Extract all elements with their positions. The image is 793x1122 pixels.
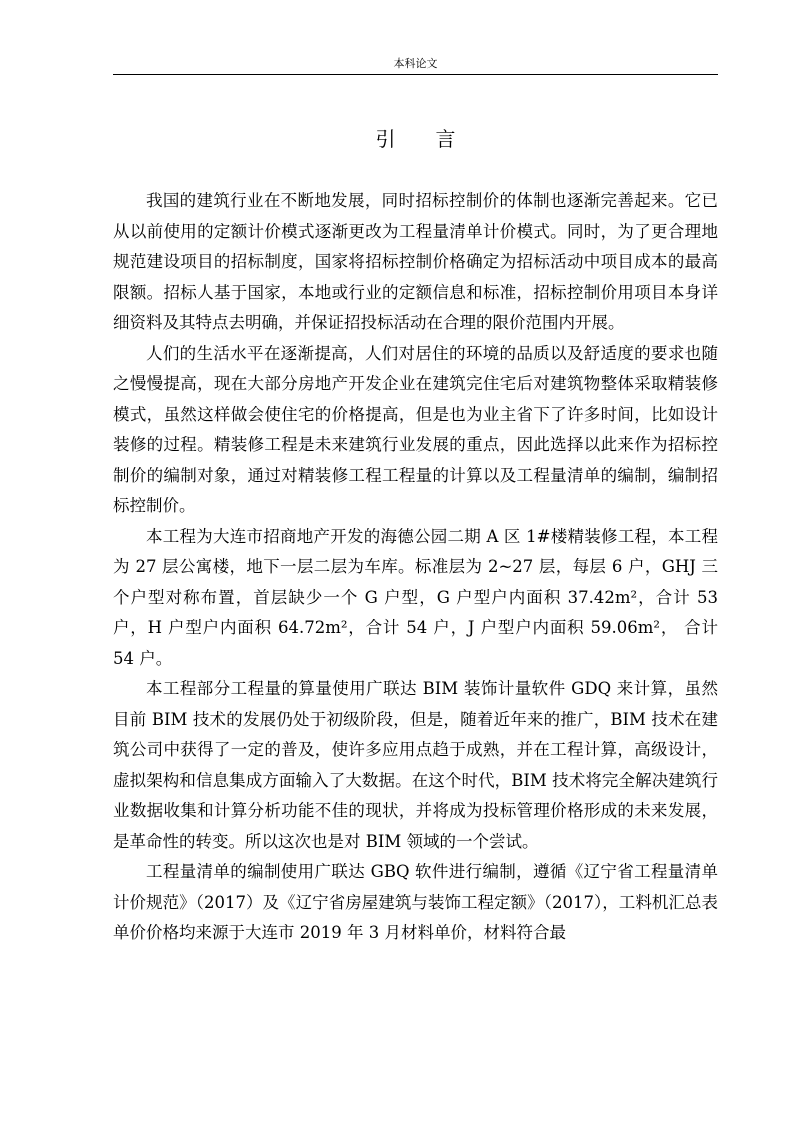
page-header <box>113 52 718 75</box>
header-text: 本科论文 <box>393 57 438 70</box>
body-text <box>113 186 718 949</box>
section-title: 引言 <box>375 127 496 151</box>
paragraph: 工程量清单的编制使用广联达 GBQ 软件进行编制，遵循《辽宁省工程量清单计价规范》（2017）及《辽宁省房屋建筑与装饰工程定额》（2017），工料机汇总表单价价格均来源于大连市 2019 年 3 月材料单价，材料符合最 <box>113 862 718 942</box>
paragraph: 人们的生活水平在逐渐提高，人们对居住的环境的品质以及舒适度的要求也随之慢慢提高，现在大部分房地产开发企业在建筑完住宅后对建筑物整体采取精装修模式，虽然这样做会使住宅的价格提高，但是也为业主省下了许多时间，比如设计装修的过程。精装修工程是未来建筑行业发展的重点，因此选择以此来作为招标控制价的编制对象，通过对精装修工程工程量的计算以及工程量清单的编制，编制招标控制价。 <box>113 343 718 515</box>
paragraph: 本工程为大连市招商地产开发的海德公园二期 A 区 1#楼精装修工程，本工程为 27 层公寓楼，地下一层二层为车库。标准层为 2~27 层，每层 6 户，GHJ 三个户型对称布置，首层缺少一个 G 户型，G 户型户内面积 37.42m²，合计 53 户，H 户型户内面积 64.72m²，合计 54 户，J 户型户内面积 59.06m²， 合计 54 户。 <box>113 526 718 668</box>
paragraph: 本工程部分工程量的算量使用广联达 BIM 装饰计量软件 GDQ 来计算，虽然目前 BIM 技术的发展仍处于初级阶段，但是，随着近年来的推广，BIM 技术在建筑公司中获得了一定的普及，使许多应用点趋于成熟，并在工程计算，高级设计，虚拟架构和信息集成方面输入了大数据。在这个时代，BIM 技术将完全解决建筑行业数据收集和计算分析功能不佳的现状，并将成为投标管理价格形成的未来发展，是革命性的转变。所以这次也是对 BIM 领域的一个尝试。 <box>113 679 718 851</box>
paragraph: 我国的建筑行业在不断地发展，同时招标控制价的体制也逐渐完善起来。它已从以前使用的定额计价模式逐渐更改为工程量清单计价模式。同时，为了更合理地规范建设项目的招标制度，国家将招标控制价格确定为招标活动中项目成本的最高限额。招标人基于国家，本地或行业的定额信息和标准，招标控制价用项目本身详细资料及其特点去明确，并保证招投标活动在合理的限价范围内开展。 <box>113 191 718 332</box>
